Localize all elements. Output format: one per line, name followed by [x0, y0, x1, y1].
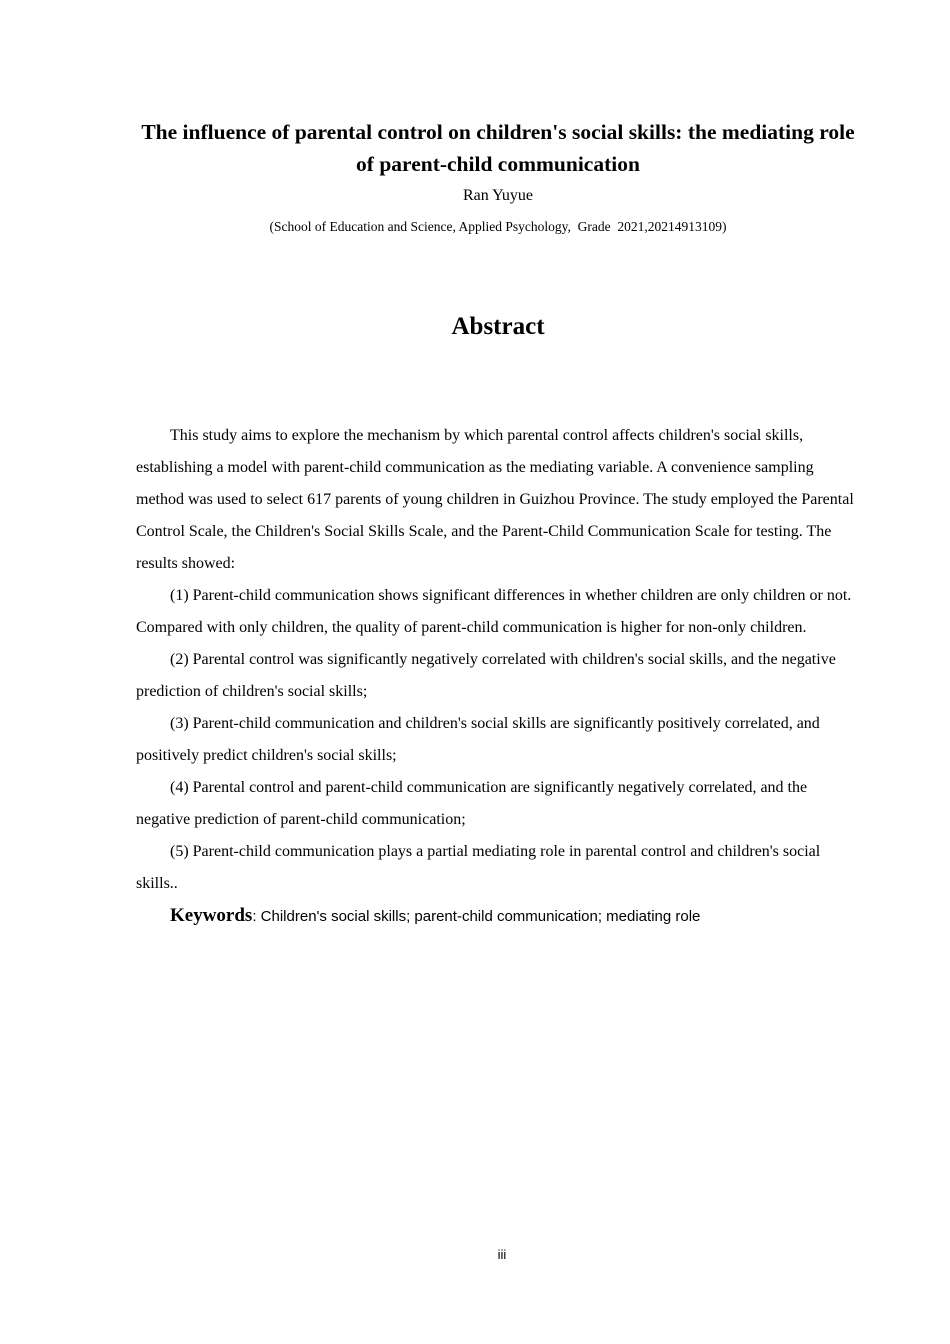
abstract-paragraph-result-3: (3) Parent-child communication and children's social skills are significantly positively correlated, and positively predict children's social skills; — [136, 715, 820, 764]
keywords-text: Children's social skills; parent-child communication; mediating role — [260, 908, 701, 925]
keywords-separator: : — [252, 908, 261, 925]
keywords-label: Keywords — [170, 905, 253, 926]
abstract-paragraph-intro: This study aims to explore the mechanism by which parental control affects children's social skills, establishing a model with parent-child communication as the mediating variable. A convenience sampling method was used to select 617 parents of young children in Guizhou Province. The study employed the Parental Control Scale, the Children's Social Skills Scale, and the Parent-Child Communication Scale for testing. The results showed: — [136, 427, 854, 572]
abstract-paragraph-result-1: (1) Parent-child communication shows significant differences in whether children are only children or not. Compared with only children, the quality of parent-child communication is higher for non-only children. — [136, 587, 852, 636]
abstract-paragraph-result-4: (4) Parental control and parent-child communication are significantly negatively correlated, and the negative prediction of parent-child communication; — [136, 779, 808, 828]
keywords-line — [136, 900, 858, 933]
abstract-paragraph-result-2: (2) Parental control was significantly negatively correlated with children's social skills, and the negative prediction of children's social skills; — [136, 651, 836, 700]
author-name: Ran Yuyue — [462, 187, 534, 204]
page-number: iii — [497, 1247, 507, 1262]
abstract-paragraph-result-5: (5) Parent-child communication plays a partial mediating role in parental control and children's social skills.. — [136, 843, 821, 892]
abstract-heading: Abstract — [451, 313, 545, 340]
paper-title: The influence of parental control on children's social skills: the mediating role of parent-child communication — [141, 120, 855, 176]
author-affiliation: (School of Education and Science, Applied Psychology, Grade 2021,20214913109) — [269, 219, 727, 234]
abstract-body — [136, 420, 858, 933]
